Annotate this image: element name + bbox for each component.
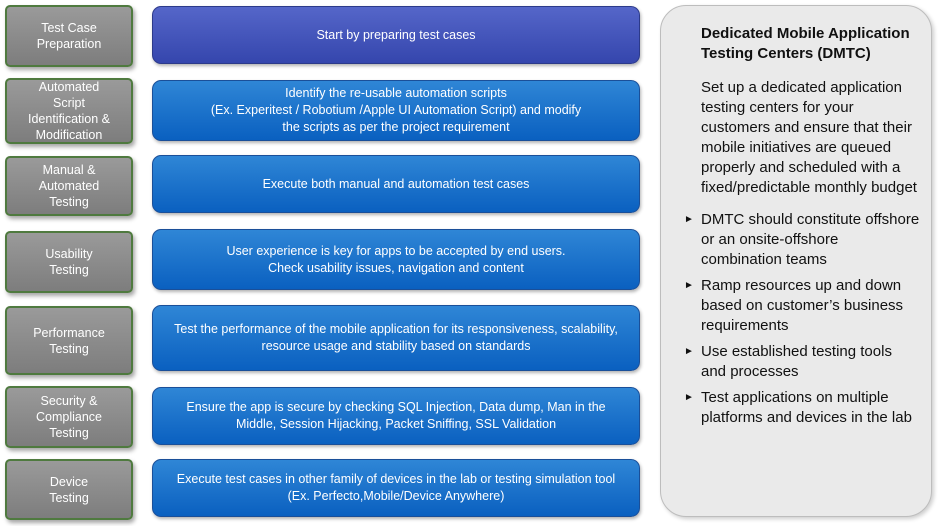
description-box-performance-testing: Test the performance of the mobile application for its responsiveness, scalability, resource usage and stability based on standards xyxy=(152,305,640,371)
description-box-usability-testing: User experience is key for apps to be accepted by end users. Check usability issues, navigation and content xyxy=(152,229,640,290)
arrow-right-icon: ► xyxy=(684,280,694,291)
panel-bullet-item xyxy=(684,388,921,428)
panel-title: Dedicated Mobile Application Testing Centers (DMTC) xyxy=(701,25,910,62)
stage-box-manual-automated-testing: Manual & Automated Testing xyxy=(5,156,133,216)
arrow-right-icon: ► xyxy=(684,214,694,225)
stage-box-security-compliance-testing: Security & Compliance Testing xyxy=(5,386,133,448)
panel-bullet-list xyxy=(684,210,921,428)
panel-bullet-text: Test applications on multiple platforms and devices in the lab xyxy=(701,389,912,426)
description-box-security-compliance-testing: Ensure the app is secure by checking SQL Injection, Data dump, Man in the Middle, Session Hijacking, Packet Sniffing, SSL Validation xyxy=(152,387,640,445)
description-box-automated-script: Identify the re-usable automation scripts (Ex. Experitest / Robotium /Apple UI Automation Script) and modify the scripts as per the project requirement xyxy=(152,80,640,141)
stage-box-test-case-preparation: Test Case Preparation xyxy=(5,5,133,67)
stage-box-automated-script: Automated Script Identification & Modification xyxy=(5,78,133,144)
panel-bullet-text: Ramp resources up and down based on customer’s business requirements xyxy=(701,277,904,334)
panel-bullet-item xyxy=(684,342,921,382)
panel-bullet-item xyxy=(684,276,921,336)
panel-bullet-text: Use established testing tools and processes xyxy=(701,343,892,380)
panel-intro: Set up a dedicated application testing centers for your customers and ensure that their mobile initiatives are queued properly and scheduled with a fixed/predictable monthly budget xyxy=(701,79,917,196)
arrow-right-icon: ► xyxy=(684,392,694,403)
description-box-manual-automated-testing: Execute both manual and automation test cases xyxy=(152,155,640,213)
stage-box-usability-testing: Usability Testing xyxy=(5,231,133,293)
panel-bullet-item xyxy=(684,210,921,270)
arrow-right-icon: ► xyxy=(684,346,694,357)
description-box-device-testing: Execute test cases in other family of devices in the lab or testing simulation tool (Ex. Perfecto,Mobile/Device Anywhere) xyxy=(152,459,640,517)
panel-bullet-text: DMTC should constitute offshore or an onsite-offshore combination teams xyxy=(701,211,920,268)
dmtc-panel xyxy=(660,5,932,517)
description-box-test-case-preparation: Start by preparing test cases xyxy=(152,6,640,64)
stage-box-device-testing: Device Testing xyxy=(5,459,133,520)
stage-box-performance-testing: Performance Testing xyxy=(5,306,133,375)
